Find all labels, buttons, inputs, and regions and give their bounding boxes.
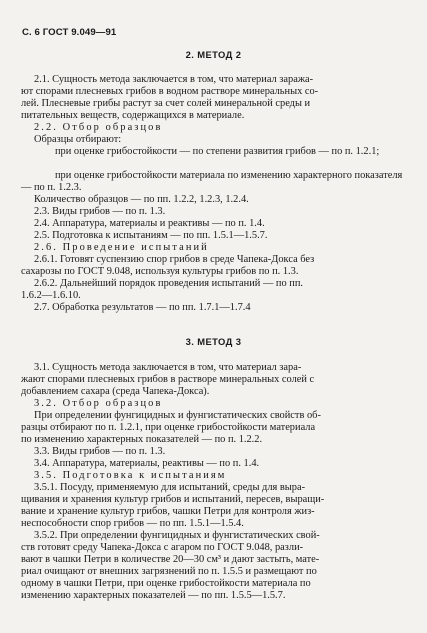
text-line: неспособности спор грибов — по пп. 1.5.1—1.5.4. (21, 518, 244, 529)
text-paragraph: при оценке грибостойкости материала по изменению характерного показателя — по п. 1.2.3. (21, 170, 403, 193)
text-line: питательных веществ, содержащихся в материале. (21, 110, 245, 121)
text-line: добавлением сахара (среда Чапека-Докса). (21, 386, 210, 397)
text-line: изменению характерных показателей — по пп. 1.5.5—1.5.7. (21, 590, 286, 601)
text-line: Образцы отбирают: (34, 134, 122, 145)
text-line: ют спорами плесневых грибов в водном растворе минеральных со- (21, 86, 319, 97)
text-line: 1.6.2—1.6.10. (21, 290, 81, 301)
text-line: 2.6.2. Дальнейший порядок проведения испытаний — по пп. (34, 278, 304, 289)
text-line: одному в чашки Петри, при оценке грибостойкости материала по (21, 578, 311, 589)
subheading-sampling: 2.2. Отбор образцов (34, 122, 163, 133)
subheading-sampling: 3.2. Отбор образцов (34, 398, 163, 409)
text-line: Количество образцов — по пп. 1.2.2, 1.2.3, 1.2.4. (34, 194, 249, 205)
subheading-testing: 2.6. Проведение испытаний (34, 242, 209, 253)
subheading-preparation: 3.5. Подготовка к испытаниям (34, 470, 227, 481)
text-line: вание и хранение культур грибов, чашки Петри для контроля жиз- (21, 506, 315, 517)
text-line: 2.6.1. Готовят суспензию спор грибов в среде Чапека-Докса без (34, 254, 315, 265)
text-line: 3.3. Виды грибов — по п. 1.3. (34, 446, 166, 457)
section-heading-method-2: 2. МЕТОД 2 (185, 49, 242, 60)
text-line: 2.5. Подготовка к испытаниям — по пп. 1.5.1—1.5.7. (34, 230, 268, 241)
section-heading-method-3: 3. МЕТОД 3 (185, 336, 242, 347)
text-line: ств готовят среду Чапека-Докса с агаром по ГОСТ 9.048, разли- (21, 542, 304, 553)
text-line: 3.5.2. При определении фунгицидных и фунгистатических свой- (34, 530, 320, 541)
text-line: 2.1. Сущность метода заключается в том, что материал заража- (34, 74, 314, 85)
text-line: 2.3. Виды грибов — по п. 1.3. (34, 206, 166, 217)
text-line: сахарозы по ГОСТ 9.048, используя культуры грибов по п. 1.3. (21, 266, 299, 277)
page-header: С. 6 ГОСТ 9.049—91 (22, 27, 117, 38)
text-line: жают спорами плесневых грибов в растворе минеральных солей с (21, 374, 315, 385)
text-line: вают в чашки Петри в количестве 20—30 см³ и дают застыть, мате- (21, 554, 320, 565)
text-line: по изменению характерных показателей — по п. 1.2.2. (21, 434, 263, 445)
text-line: щивания и хранения культур грибов и испытаний, пересев, выращи- (21, 494, 325, 505)
text-line: 3.1. Сущность метода заключается в том, что материал зара- (34, 362, 302, 373)
text-line: 3.4. Аппаратура, материалы, реактивы — по п. 1.4. (34, 458, 260, 469)
text-line: лей. Плесневые грибы растут за счет солей минеральной среды и (21, 98, 311, 109)
text-line: При определении фунгицидных и фунгистатических свойств об- (34, 410, 321, 421)
text-line: 3.5.1. Посуду, применяемую для испытаний, среды для выра- (34, 482, 306, 493)
text-line: 2.7. Обработка результатов — по пп. 1.7.1—1.7.4 (34, 302, 251, 313)
text-line: риал очищают от внешних загрязнений по п. 1.5.5 и размещают по (21, 566, 317, 577)
text-line: 2.4. Аппаратура, материалы и реактивы — по п. 1.4. (34, 218, 265, 229)
text-paragraph: при оценке грибостойкости — по степени развития грибов — по п. 1.2.1; (55, 146, 380, 157)
text-line: разцы отбирают по п. 1.2.1, при оценке грибостойкости материала (21, 422, 316, 433)
